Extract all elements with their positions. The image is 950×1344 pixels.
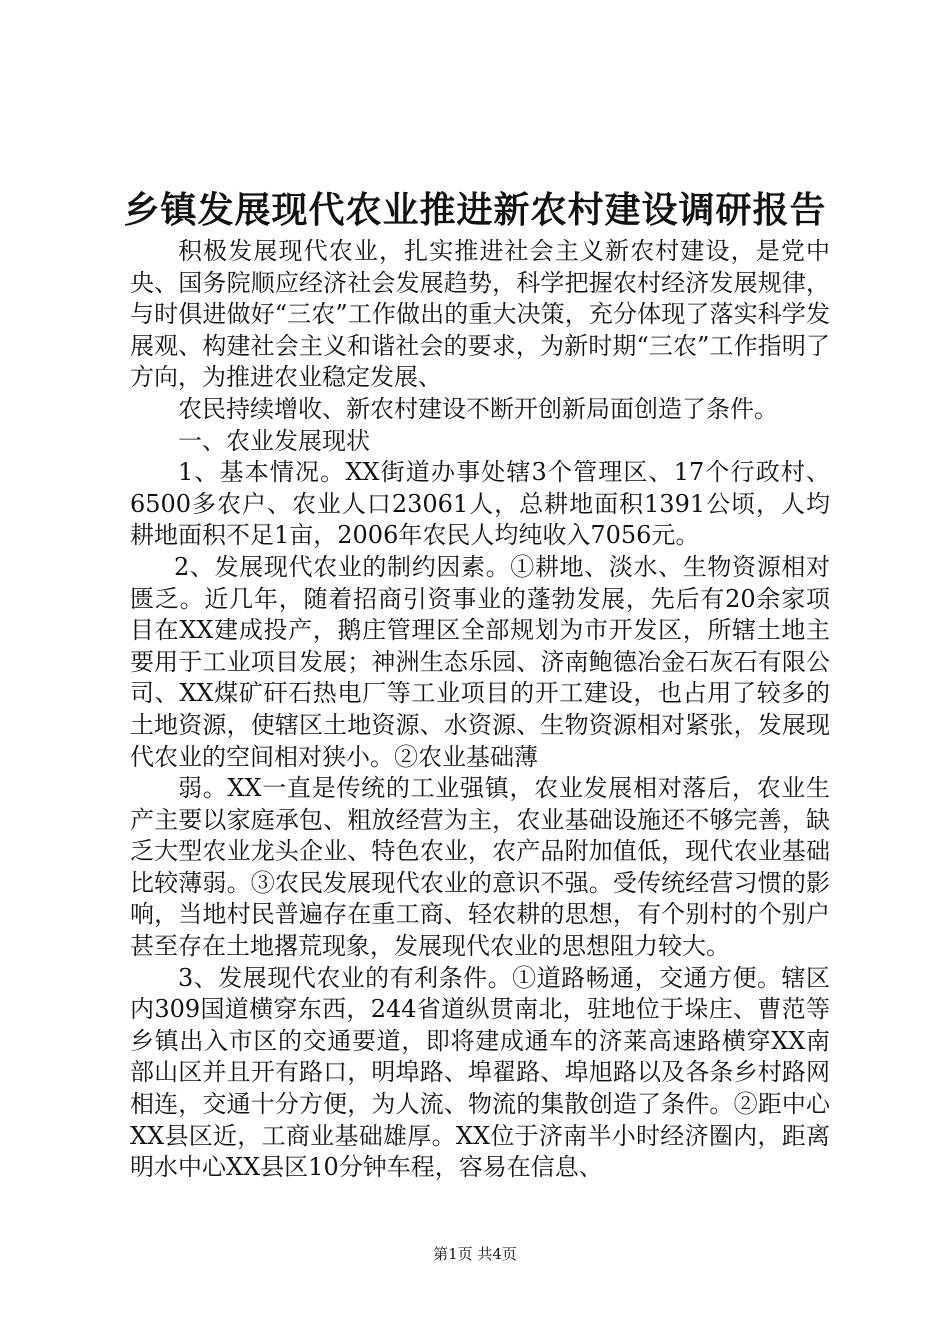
paragraph-constraints-continued: 弱。XX一直是传统的工业强镇，农业发展相对落后，农业生产主要以家庭承包、粗放经营为主，农业基础设施还不够完善，缺乏大型农业龙头企业、特色农业，农产品附加值低，现代农业基础比较薄弱。③农民发展现代农业的意识不强。受传统经营习惯的影响，当地村民普遍存在重工商、轻农耕的思想，有个别村的个别户甚至存在土地撂荒现象，发展现代农业的思想阻力较大。 — [130, 774, 830, 961]
paragraph-intro-continued: 农民持续增收、新农村建设不断开创新局面创造了条件。 — [178, 394, 778, 423]
section-heading: 一、农业发展现状 — [178, 426, 370, 455]
document-title: 乡镇发展现代农业推进新农村建设调研报告 — [123, 189, 827, 231]
paragraph-basic-situation: 1、基本情况。XX街道办事处辖3个管理区、17个行政村、6500多农户、农业人口23061人，总耕地面积1391公顷，人均耕地面积不足1亩，2006年农民人均纯收入7056元。 — [130, 458, 830, 550]
paragraph-constraints: 2、发展现代农业的制约因素。①耕地、淡水、生物资源相对匮乏。近几年，随着招商引资事业的蓬勃发展，先后有20余家项目在XX建成投产，鹅庄管理区全部规划为市开发区，所辖土地主要用于工业项目发展；神洲生态乐园、济南鲍德冶金石灰石有限公司、XX煤矿矸石热电厂等工业项目的开工建设，也占用了较多的土地资源，使辖区土地资源、水资源、生物资源相对紧张，发展现代农业的空间相对狭小。②农业基础薄 — [130, 552, 830, 771]
document-body — [130, 236, 830, 1184]
paragraph-intro: 积极发展现代农业，扎实推进社会主义新农村建设，是党中央、国务院顺应经济社会发展趋势，科学把握农村经济发展规律，与时俱进做好“三农”工作做出的重大决策，充分体现了落实科学发展观、构建社会主义和谐社会的要求，为新时期“三农”工作指明了方向，为推进农业稳定发展、 — [130, 237, 830, 392]
page-number: 第1页 共4页 — [433, 1245, 517, 1263]
paragraph-favorable-conditions: 3、发展现代农业的有利条件。①道路畅通，交通方便。辖区内309国道横穿东西，244省道纵贯南北，驻地位于垛庄、曹范等乡镇出入市区的交通要道，即将建成通车的济莱高速路横穿XX南部山区并且开有路口，明埠路、埠翟路、埠旭路以及各条乡村路网相连，交通十分方便，为人流、物流的集散创造了条件。②距中心XX县区近，工商业基础雄厚。XX位于济南半小时经济圈内，距离明水中心XX县区10分钟车程，容易在信息、 — [130, 963, 830, 1182]
